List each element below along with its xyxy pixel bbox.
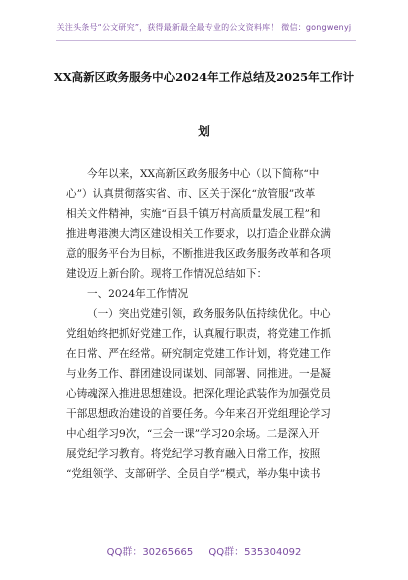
body-line: 干部思想政治建设的首要任务。今年来召开党组理论学习 bbox=[66, 408, 331, 420]
body-line: 在日常、严在经常。研究制定党建工作计划，将党建工作 bbox=[66, 348, 331, 360]
footer-qq-group-1: QQ群：30265665 bbox=[106, 547, 194, 558]
body-line: 建设迈上新台阶。现将工作情况总结如下： bbox=[66, 268, 268, 280]
body-line: 心铸魂深入推进思想建设。把深化理论武装作为加强党员 bbox=[66, 388, 331, 400]
body-line: 与业务工作、群团建设同谋划、同部署、同推进。一是凝 bbox=[66, 368, 331, 380]
body-line: 今年以来，XX高新区政务服务中心（以下简称“中 bbox=[87, 168, 320, 180]
footer-contacts bbox=[0, 543, 408, 558]
body-line: 意的服务平台为目标，不断推进我区政务服务改革和各项 bbox=[66, 248, 331, 260]
body-line: 心”）认真贯彻落实省、市、区关于深化“放管服”改革 bbox=[66, 188, 316, 200]
body-line: 中心组学习9次，“三会一课”学习20余场。二是深入开 bbox=[66, 428, 320, 440]
footer-qq-group-2: QQ群：535304092 bbox=[208, 547, 302, 558]
document-title-line-2: 划 bbox=[198, 124, 210, 138]
header-divider bbox=[56, 40, 356, 41]
body-line: 党组始终把抓好党建工作，认真履行职责，将党建工作抓 bbox=[66, 328, 331, 340]
body-line: 展党纪学习教育。将党纪学习教育融入日常工作，按照 bbox=[66, 448, 321, 460]
document-title-line-1: XX高新区政务服务中心2024年工作总结及2025年工作计 bbox=[53, 70, 355, 84]
body-line: 相关文件精神，实施“百县千镇万村高质量发展工程”和 bbox=[66, 208, 321, 220]
header-notice: 关注头条号“公文研究”，获得最新最全最专业的公文资料库！ 微信：gongwenyj bbox=[56, 23, 352, 32]
body-line: “党组领学、支部研学、全员自学”模式，举办集中读书 bbox=[66, 468, 321, 480]
document-body bbox=[66, 164, 342, 484]
body-line: （一）突出党建引领，政务服务队伍持续优化。中心 bbox=[87, 308, 331, 320]
body-line: 推进粤港澳大湾区建设相关工作要求，以打造企业群众满 bbox=[66, 228, 331, 240]
section-heading: 一、2024年工作情况 bbox=[87, 288, 189, 300]
